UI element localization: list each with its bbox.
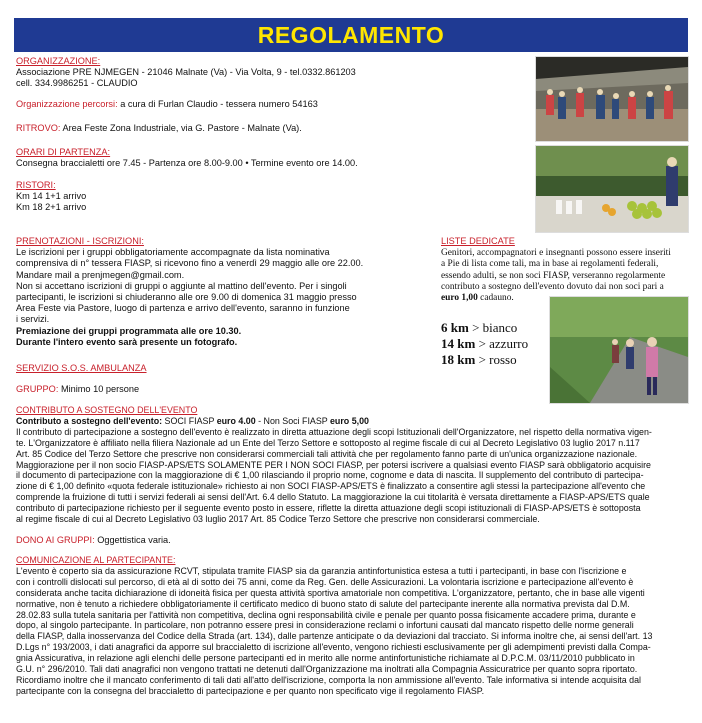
- distance-color: > azzurro: [475, 336, 529, 351]
- orari-text: Consegna braccialetti ore 7.45 - Partenza ore 8.00-9.00 • Termine evento ore 14.00.: [16, 158, 358, 169]
- prenotazioni-line: comprensiva di n° tessera FIASP, si ricevono fino a venerdì 29 maggio alle ore 22.00.: [16, 258, 364, 269]
- contributo-line: Il contributo di partecipazione a sostegno dell'evento è realizzato in diretta attuazione degli scopi Istituzionali dell'Organizzatore, nel rispetto della normativa vigen-: [16, 426, 652, 437]
- prenotazioni-heading: PRENOTAZIONI - ISCRIZIONI:: [16, 236, 144, 246]
- prenotazioni-line: Le iscrizioni per i gruppi obbligatoriamente accompagnate da lista nominativa: [16, 247, 330, 258]
- page-title: REGOLAMENTO: [257, 21, 445, 48]
- section-prenotazioni: [16, 236, 436, 348]
- distance-color: > bianco: [468, 320, 518, 335]
- photo-registration-hall: [535, 56, 689, 142]
- orari-heading: ORARI DI PARTENZA:: [16, 147, 111, 157]
- prenotazioni-line: Non si accettano iscrizioni di gruppi o aggiunte al mattino dell'evento. Per i singoli: [16, 280, 347, 291]
- distance-18km: [441, 352, 517, 368]
- organizzazione-heading: ORGANIZZAZIONE:: [16, 56, 101, 66]
- section-ritrovo: [16, 123, 302, 134]
- comunicazione-line: dopo, al singolo partecipante. In particolare, non potranno essere presi in considerazione reclami o infortuni causati dal mancato rispetto delle norme generali: [16, 620, 634, 631]
- contributo-nonsoci-label: - Non Soci FIASP: [255, 415, 330, 426]
- prenotazioni-line: i servizi.: [16, 314, 50, 325]
- section-contributo: [16, 405, 688, 525]
- prenotazioni-line: partecipanti, le iscrizioni si chiuderanno alle ore 9.00 di domenica 31 maggio presso: [16, 292, 357, 303]
- ritrovo-text: Area Feste Zona Industriale, via G. Pastore - Malnate (Va).: [62, 123, 302, 133]
- servizio-heading: SERVIZIO S.O.S. AMBULANZA: [16, 363, 147, 373]
- prenotazioni-bold: Premiazione dei gruppi programmata alle ore 10.30.: [16, 325, 242, 336]
- section-comunicazione: [16, 555, 688, 697]
- comunicazione-line: gnia Assicurativa, in relazione agli elenchi delle persone partecipanti ed in merito alle norme antinfortunistiche richiamate al D.P.C.M. 03/11/2010 pubblicato in: [16, 653, 635, 664]
- contributo-line: Maggiorazione per il non socio FIASP-APS/ETS SOLAMENTE PER I NON SOCI FIASP, per potersi iscrivere a qualsiasi evento FIASP sarà obbligatorio acquisire: [16, 459, 651, 470]
- prenotazioni-line: Mandare mail a prenjmegen@gmail.com.: [16, 269, 185, 280]
- section-percorsi: [16, 99, 318, 110]
- photo-refreshment-table: [535, 145, 689, 233]
- contributo-soci-label: SOCI FIASP: [162, 415, 217, 426]
- contributo-line: il documento di partecipazione con la maggiorazione di € 1,00 rilasciando il proprio nome, cognome e data di nascita. Il supplemento del contributo di partecipa-: [16, 470, 644, 481]
- contributo-line: te. L'Organizzatore è affiliato nella filiera Nazionale ad un Ente del Terzo Settore e sottoposto al regime fiscale di cui al Decreto Legislativo 03 luglio 2017 n.117: [16, 437, 640, 448]
- comunicazione-line: normative, non è tenuto a richiedere obbligatoriamente il certificato medico di buono stato di salute del partecipante inerente alla normativa prevista dal D.M.: [16, 598, 630, 609]
- contributo-nonsoci-price: euro 5,00: [330, 415, 369, 426]
- organizzazione-line1: Associazione PRE NJMEGEN - 21046 Malnate (Va) - Via Volta, 9 - tel.0332.861203: [16, 67, 356, 78]
- distance-6km: [441, 320, 517, 336]
- prenotazioni-line: Area Feste via Pastore, luogo di partenza e arrivo dell'evento, saranno in funzione: [16, 303, 350, 314]
- distance-km: 6 km: [441, 320, 469, 335]
- title-banner: [14, 18, 688, 52]
- liste-line: Genitori, accompagnatori e insegnanti possono essere inseriti: [441, 248, 671, 258]
- percorsi-text: a cura di Furlan Claudio - tessera numero 54163: [120, 99, 318, 109]
- comunicazione-line: con i controlli dislocati sul percorso, di età al di sotto dei 75 anni, come da Reg. Gen. delle Assicurazioni. La volontaria iscrizione e partecipazione all'evento è: [16, 576, 634, 587]
- contributo-heading: CONTRIBUTO A SOSTEGNO DELL'EVENTO: [16, 405, 198, 415]
- photo-walkers-path: [549, 296, 689, 404]
- distance-km: 18 km: [441, 352, 476, 367]
- contributo-line: comprende la fruizione di tutti i servizi federali ai sensi dell'Art. 6.4 dello Statuto. La maggiorazione la cui titolarità è versata direttamente a FIASP-APS/ETS quale: [16, 492, 650, 503]
- ritrovo-label: RITROVO:: [16, 123, 61, 133]
- ristori-item: Km 14 1+1 arrivo: [16, 191, 87, 202]
- contributo-line: zione di € 1,00 definito «quota federale istituzionale» richiesto ai non SOCI FIASP-APS/ETS è finalizzato a consentire agli stessi la partecipazione all'evento che: [16, 481, 646, 492]
- liste-line: essendo adulti, se non soci FIASP, verseranno regolarmente: [441, 270, 666, 281]
- organizzazione-line2: cell. 334.9986251 - CLAUDIO: [16, 78, 138, 89]
- liste-price: euro 1,00: [441, 293, 478, 304]
- section-servizio: [16, 363, 147, 374]
- distance-14km: [441, 336, 528, 352]
- liste-line: contributo a sostegno dell'evento dovuto dai non soci pari a: [441, 281, 664, 292]
- ristori-item: Km 18 2+1 arrivo: [16, 202, 87, 213]
- percorsi-label: Organizzazione percorsi:: [16, 99, 118, 109]
- comunicazione-line: Ricordiamo inoltre che il mancato conferimento di tali dati all'atto dell'iscrizione, comporta la non ammissione all'evento. Tale informativa si intende acquisita dal: [16, 674, 642, 685]
- gruppo-text: Minimo 10 persone: [60, 384, 140, 394]
- section-gruppo: [16, 384, 139, 395]
- section-dono: [16, 535, 171, 546]
- liste-line: a Pie di lista come tali, ma in base ai regolamenti federali,: [441, 259, 659, 270]
- distance-km: 14 km: [441, 336, 476, 351]
- gruppo-label: GRUPPO:: [16, 384, 59, 394]
- comunicazione-line: D.Lgs n° 193/2003, i dati anagrafici da apporre sul braccialetto di iscrizione all'evento, vengono richiesti esclusivamente per gli adempimenti previsti dalla Compa-: [16, 642, 651, 653]
- distance-color: > rosso: [475, 352, 517, 367]
- comunicazione-line: partecipante con la consegna del braccialetto di partecipazione e per quanto non specificato vige il regolamento FIASP.: [16, 685, 485, 696]
- section-liste-dedicate: [441, 236, 691, 247]
- section-organizzazione: [16, 56, 356, 90]
- liste-heading: LISTE DEDICATE: [441, 236, 515, 246]
- contributo-line: al regime fiscale di cui al Decreto Legislativo 03 luglio 2017 Art. 85 Codice Terzo Settore che prescrive non considerarsi commerciale.: [16, 514, 540, 525]
- section-orari: [16, 147, 358, 169]
- dono-text: Oggettistica varia.: [97, 535, 171, 545]
- contributo-line: Art. 85 Codice del Terzo Settore che prescrive non considerarsi commerciali tali attività che per regolamento fanno parte di un'unica organizzazione nazionale.: [16, 448, 638, 459]
- comunicazione-line: della FIASP, dalla inosservanza del Codice della Strada (art. 134), dalle partenze anticipate o da deviazioni dal tracciato. Si informa inoltre che, ai sensi dell'art. 13: [16, 631, 653, 642]
- contributo-soci-price: euro 4.00: [216, 415, 256, 426]
- comunicazione-line: considerata anche tacita dichiarazione di idoneità fisica per questa attività sportiva amatoriale non competitiva. L'organizzatore, pertanto, che in base alle vigenti: [16, 587, 645, 598]
- comunicazione-line: 28.02.83 sulla tutela sanitaria per l'attività non competitiva, declina ogni responsabilità civile e penale per quanto possa fisicamente accadere prima, durante e: [16, 609, 636, 620]
- prenotazioni-bold: Durante l'intero evento sarà presente un fotografo.: [16, 336, 238, 347]
- section-ristori: [16, 180, 86, 214]
- comunicazione-line: G.U. n° 296/2010. Tali dati anagrafici non vengono trattati ne detenuti dall'Organizzazione ma inoltrati alla Compagnia Assicuratrice per quanto sopra riportato.: [16, 664, 638, 675]
- ristori-heading: RISTORI:: [16, 180, 56, 190]
- dono-label: DONO AI GRUPPI:: [16, 535, 95, 545]
- comunicazione-line: L'evento è coperto sia da assicurazione RCVT, stipulata tramite FIASP sia da garanzia antinfortunistica estesa a tutti i partecipanti, in base con l'iscrizione e: [16, 565, 627, 576]
- contributo-line: contributo di partecipazione richiesto per il seguente evento posto in essere, riflette la diretta attuazione degli scopi istituzionali di FIASP-APS/ETS è sottoposta: [16, 503, 641, 514]
- liste-price-rest: cadauno.: [477, 293, 514, 304]
- comunicazione-heading: COMUNICAZIONE AL PARTECIPANTE:: [16, 555, 176, 565]
- contributo-intro: Contributo a sostegno dell'evento:: [16, 415, 163, 426]
